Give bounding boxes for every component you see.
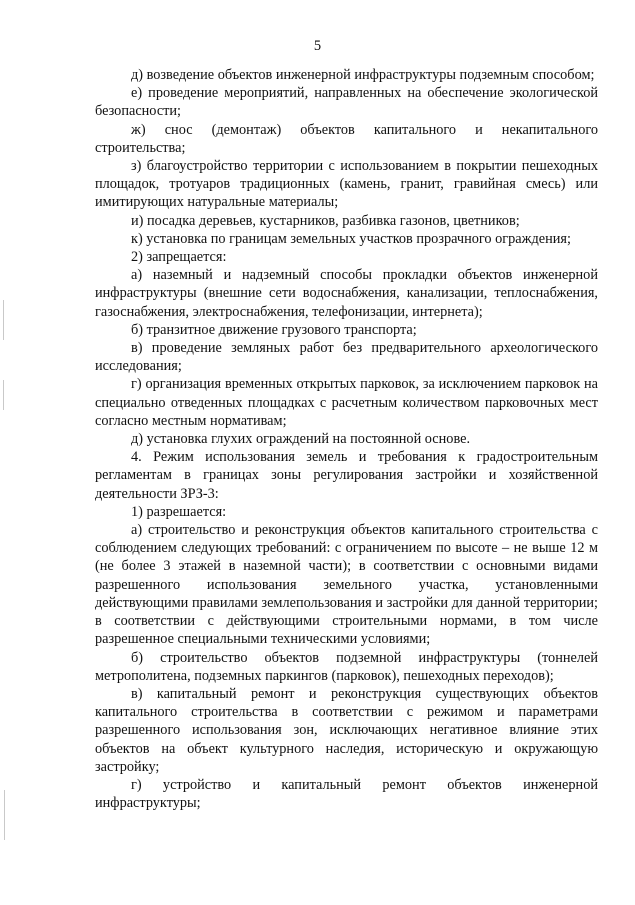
document-body: [95, 66, 598, 812]
paragraph: г) организация временных открытых парковок, за исключением парковок на специально отведенных площадках с расчетным количеством парковочных мест согласно местным нормативам;: [95, 376, 598, 429]
paragraph: е) проведение мероприятий, направленных на обеспечение экологической безопасности;: [95, 85, 598, 120]
paragraph: ж) снос (демонтаж) объектов капитального и некапитального строительства;: [95, 121, 598, 156]
paragraph: к) установка по границам земельных участков прозрачного ограждения;: [131, 230, 571, 247]
paragraph: б) транзитное движение грузового транспорта;: [131, 321, 417, 338]
paragraph: в) проведение земляных работ без предварительного археологического исследования;: [95, 340, 598, 375]
paragraph: б) строительство объектов подземной инфраструктуры (тоннелей метрополитена, подземных паркингов (парковок), пешеходных переходов);: [95, 649, 598, 684]
paragraph: г) устройство и капитальный ремонт объектов инженерной инфраструктуры;: [95, 776, 598, 812]
paragraph: д) возведение объектов инженерной инфраструктуры подземным способом;: [131, 67, 595, 83]
paragraph: 2) запрещается:: [131, 249, 227, 266]
paragraph: 1) разрешается:: [131, 503, 227, 520]
paragraph: а) строительство и реконструкция объектов капитального строительства с соблюдением следующих требований: с ограничением по высоте – не выше 12 м (не более 3 этажей в наземной части); в соответствии с основными видами разрешенного использования земельного участка, установленными действующими правилами землепользования и застройки для данной территории; в соответствии с действующими строительными нормами, в том числе разрешенное специальными техническими условиями;: [95, 522, 598, 648]
paragraph: 4. Режим использования земель и требования к градостроительным регламентам в границах зоны регулирования застройки и хозяйственной деятельности ЗРЗ-3:: [95, 449, 598, 502]
paragraph: з) благоустройство территории с использованием в покрытии пешеходных площадок, тротуаров традиционных (камень, гранит, гравийная смесь) или имитирующих натуральные материалы;: [95, 158, 598, 211]
paragraph: и) посадка деревьев, кустарников, разбивка газонов, цветников;: [131, 212, 520, 229]
paragraph: д) установка глухих ограждений на постоянной основе.: [131, 431, 471, 448]
page-number: 5: [313, 38, 322, 54]
paragraph: а) наземный и надземный способы прокладки объектов инженерной инфраструктуры (внешние сети водоснабжения, канализации, теплоснабжения, газоснабжения, электроснабжения, телефонизации, интернета);: [95, 267, 598, 320]
paragraph: в) капитальный ремонт и реконструкция существующих объектов капитального строительства в соответствии с режимом и параметрами разрешенного использования зон, исключающих негативное влияние этих объектов на объект культурного наследия, историческую и окружающую застройку;: [95, 685, 598, 775]
